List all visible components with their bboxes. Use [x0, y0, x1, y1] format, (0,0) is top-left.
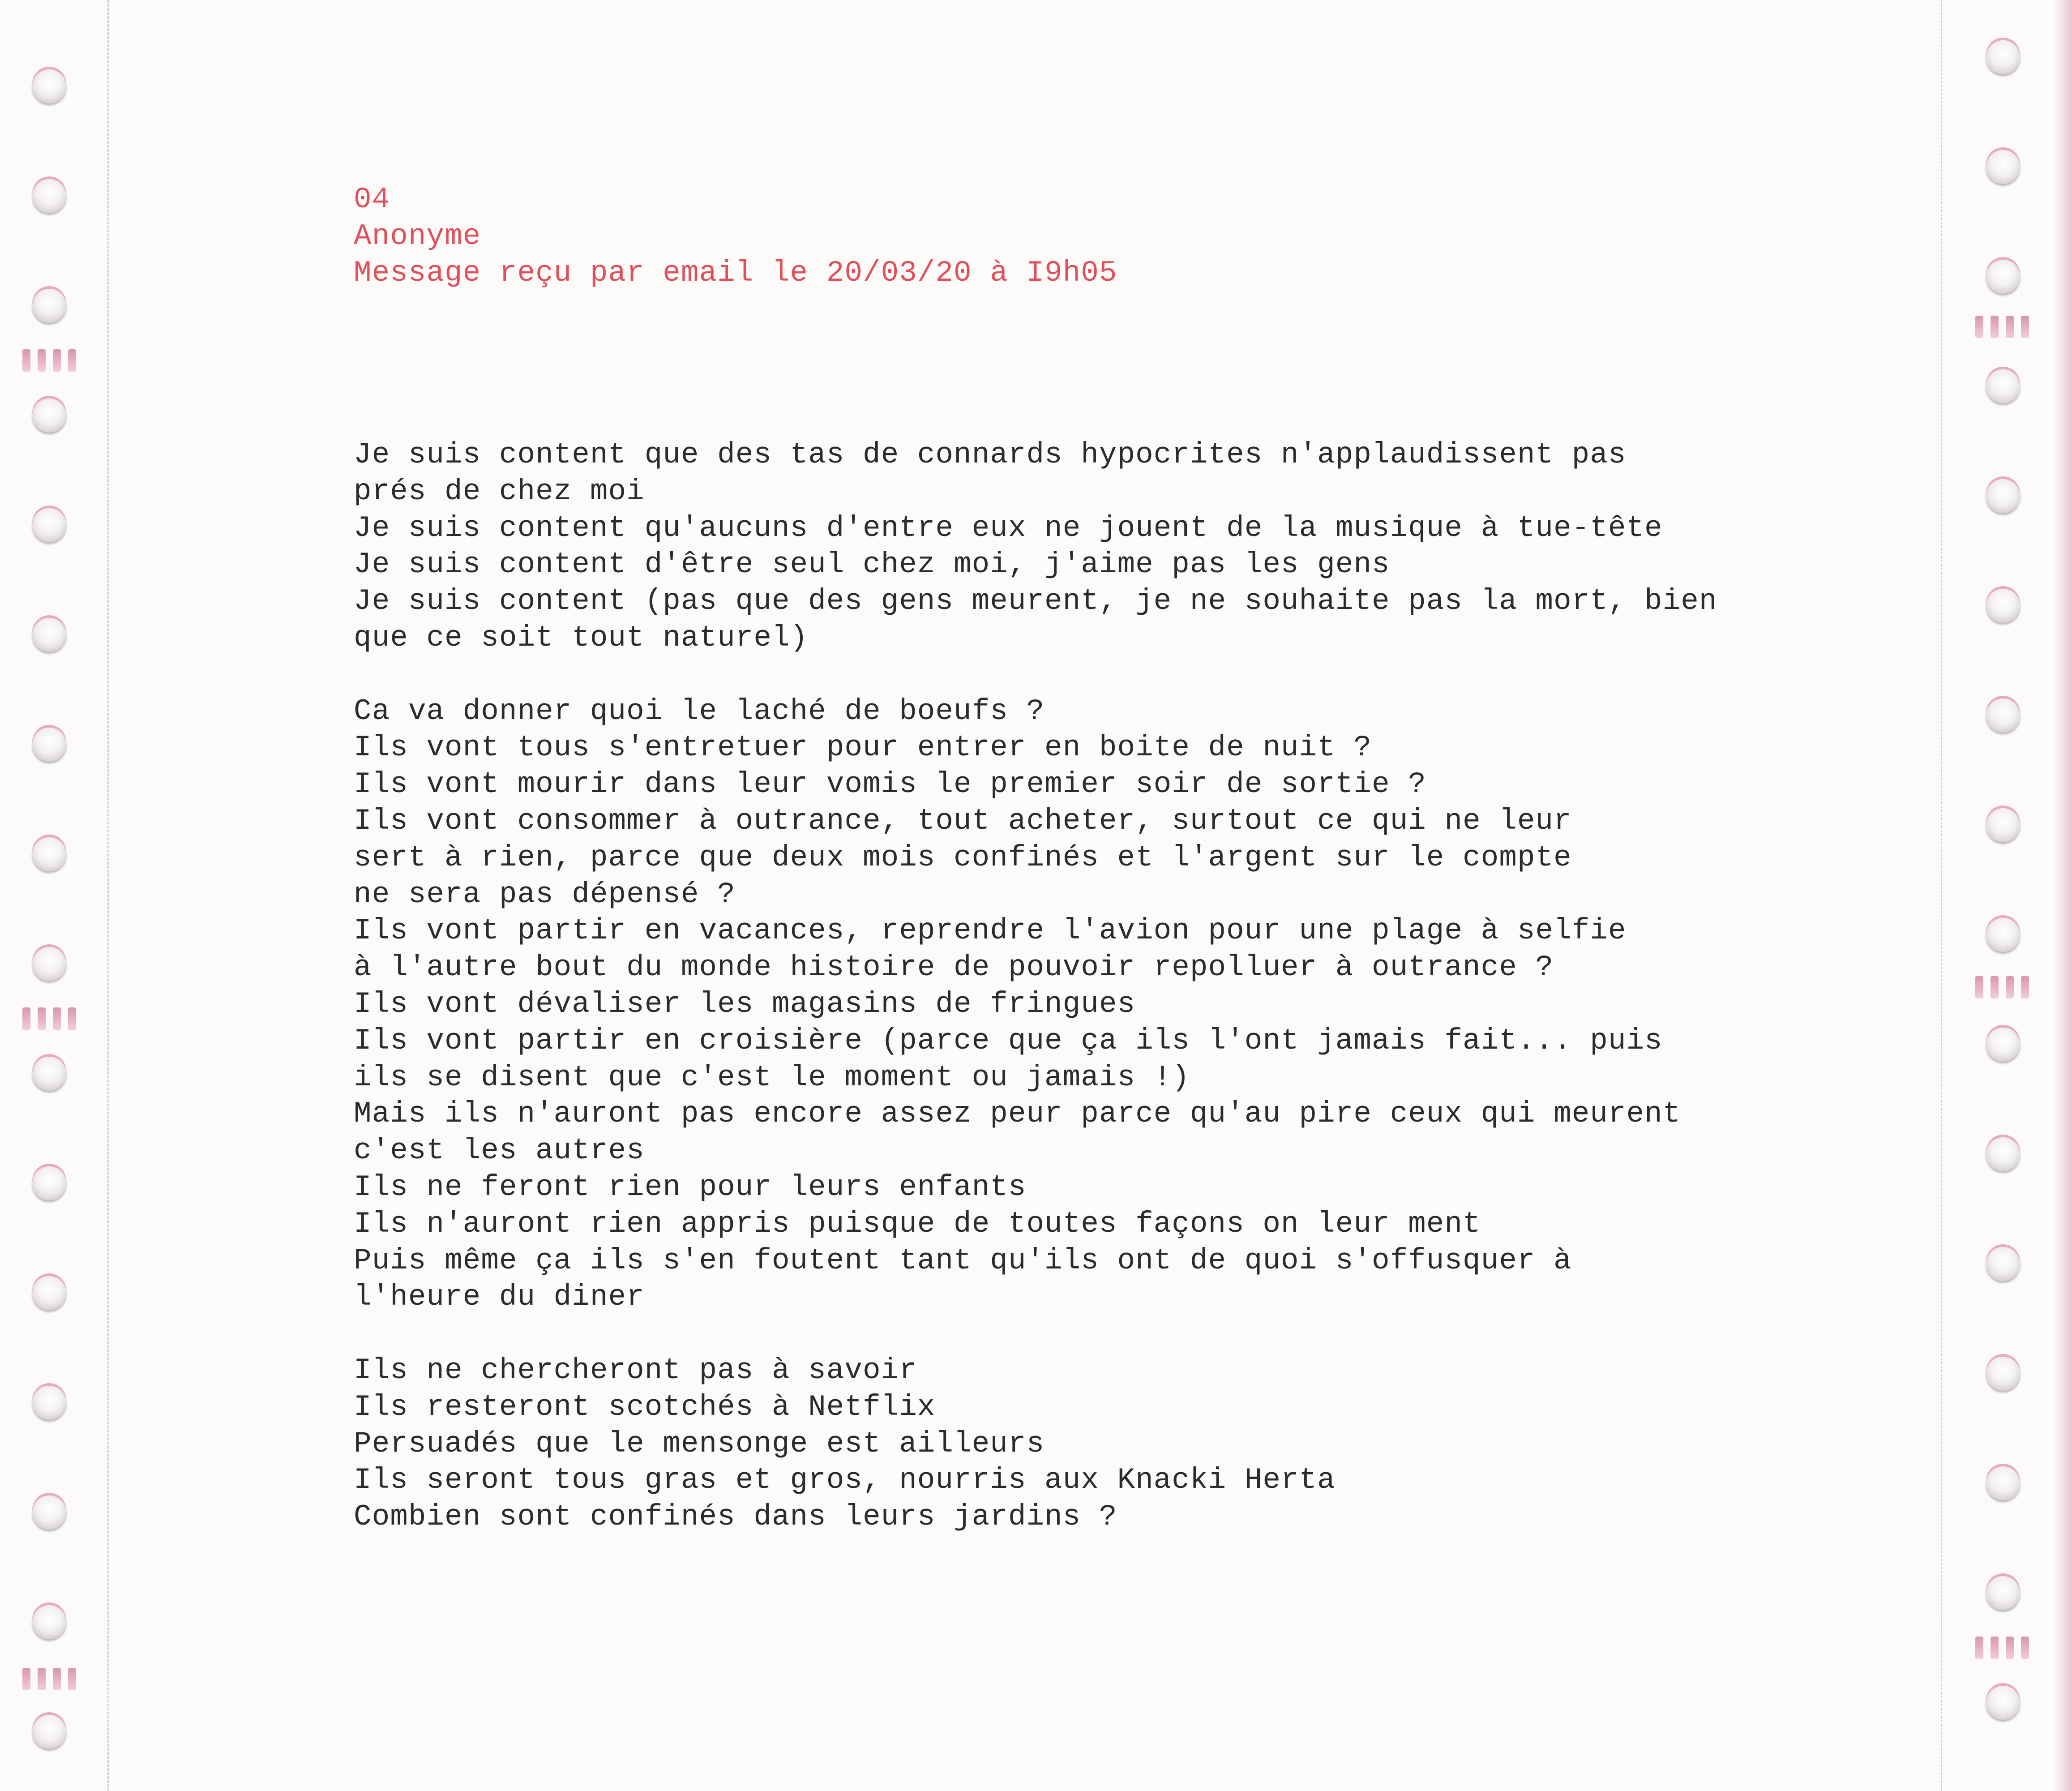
body-line: ne sera pas dépensé ?: [354, 877, 736, 911]
body-line: Ils vont partir en vacances, reprendre l'avion pour une plage à selfie: [354, 914, 1627, 948]
body-line: sert à rien, parce que deux mois confinés et l'argent sur le compte: [354, 840, 1572, 874]
feed-hole: [32, 728, 66, 762]
feed-hole: [1986, 698, 2020, 733]
body-line: l'heure du diner: [354, 1280, 645, 1314]
body-line: à l'autre bout du monde histoire de pouvoir repolluer à outrance ?: [354, 951, 1554, 985]
body-line: Ils seront tous gras et gros, nourris aux Knacki Herta: [354, 1463, 1336, 1497]
feed-hole: [32, 289, 66, 323]
feed-hole: [1986, 1357, 2020, 1391]
feed-hole: [32, 398, 66, 433]
feed-hole: [1986, 479, 2020, 513]
feed-hole: [1986, 1686, 2020, 1720]
body-line: Ils n'auront rien appris puisque de toutes façons on leur ment: [354, 1207, 1481, 1241]
feed-hole: [1986, 260, 2020, 294]
feed-hole: [32, 1386, 66, 1420]
tick-marks: [1975, 316, 2038, 338]
feed-hole: [32, 1715, 66, 1749]
tick-marks: [22, 1668, 85, 1690]
body-line: Je suis content d'être seul chez moi, j'aime pas les gens: [354, 548, 1390, 582]
body-line: Ils resteront scotchés à Netflix: [354, 1390, 936, 1424]
feed-hole: [32, 1276, 66, 1310]
body-line: Ils ne chercheront pas à savoir: [354, 1353, 917, 1387]
body-line: Ca va donner quoi le laché de boeufs ?: [354, 694, 1045, 728]
feed-hole: [32, 1057, 66, 1091]
feed-hole: [1986, 40, 2020, 74]
body-line: Je suis content que des tas de connards hypocrites n'applaudissent pas: [354, 438, 1627, 471]
message-body: [354, 437, 1717, 1535]
body-line: Mais ils n'auront pas encore assez peur parce qu'au pire ceux qui meurent: [354, 1097, 1681, 1131]
feed-hole: [1986, 589, 2020, 623]
body-line: Je suis content qu'aucuns d'entre eux ne jouent de la musique à tue-tête: [354, 511, 1663, 545]
feed-hole: [1986, 1466, 2020, 1500]
feed-hole: [32, 508, 66, 542]
left-perforation-line: [107, 0, 109, 1791]
feed-hole: [1986, 1576, 2020, 1610]
body-line: que ce soit tout naturel): [354, 621, 809, 655]
feed-hole: [32, 69, 66, 103]
body-line: c'est les autres: [354, 1134, 645, 1168]
message-author: Anonyme: [354, 219, 481, 253]
body-line: [354, 1315, 1717, 1352]
feed-hole: [32, 947, 66, 981]
message-number: 04: [354, 183, 390, 216]
body-line: [354, 656, 1717, 693]
feed-hole: [1986, 1137, 2020, 1171]
body-line: Ils vont dévaliser les magasins de fringues: [354, 987, 1136, 1021]
body-line: Ils vont mourir dans leur vomis le premier soir de sortie ?: [354, 767, 1426, 801]
feed-hole: [1986, 808, 2020, 842]
body-line: Je suis content (pas que des gens meurent, je ne souhaite pas la mort, bien: [354, 584, 1717, 618]
tick-marks: [1975, 1637, 2038, 1659]
message-received-line: Message reçu par email le 20/03/20 à I9h05: [354, 256, 1117, 290]
feed-hole: [32, 179, 66, 213]
feed-hole: [1986, 1247, 2020, 1281]
feed-hole: [1986, 369, 2020, 403]
body-line: Persuadés que le mensonge est ailleurs: [354, 1427, 1045, 1461]
feed-hole: [32, 1166, 66, 1200]
feed-hole: [32, 618, 66, 652]
feed-hole: [32, 1495, 66, 1530]
body-line: Puis même ça ils s'en foutent tant qu'ils ont de quoi s'offusquer à: [354, 1243, 1572, 1277]
body-line: Ils vont tous s'entretuer pour entrer en boite de nuit ?: [354, 731, 1372, 765]
body-line: Ils vont consommer à outrance, tout acheter, surtout ce qui ne leur: [354, 804, 1572, 838]
right-perforation-line: [1941, 0, 1942, 1791]
right-edge-shade: [2054, 0, 2072, 1791]
feed-hole: [1986, 150, 2020, 184]
tick-marks: [1975, 976, 2038, 998]
body-line: prés de chez moi: [354, 474, 645, 508]
body-line: Ils vont partir en croisière (parce que ça ils l'ont jamais fait... puis: [354, 1024, 1663, 1058]
tick-marks: [22, 1007, 85, 1030]
body-line: ils se disent que c'est le moment ou jamais !): [354, 1060, 1190, 1094]
body-line: Combien sont confinés dans leurs jardins ?: [354, 1500, 1117, 1534]
feed-hole: [32, 837, 66, 871]
feed-hole: [32, 1605, 66, 1639]
feed-hole: [1986, 1028, 2020, 1062]
tick-marks: [22, 349, 85, 372]
feed-hole: [1986, 918, 2020, 952]
body-line: Ils ne feront rien pour leurs enfants: [354, 1170, 1027, 1204]
message-header: [354, 181, 1117, 291]
